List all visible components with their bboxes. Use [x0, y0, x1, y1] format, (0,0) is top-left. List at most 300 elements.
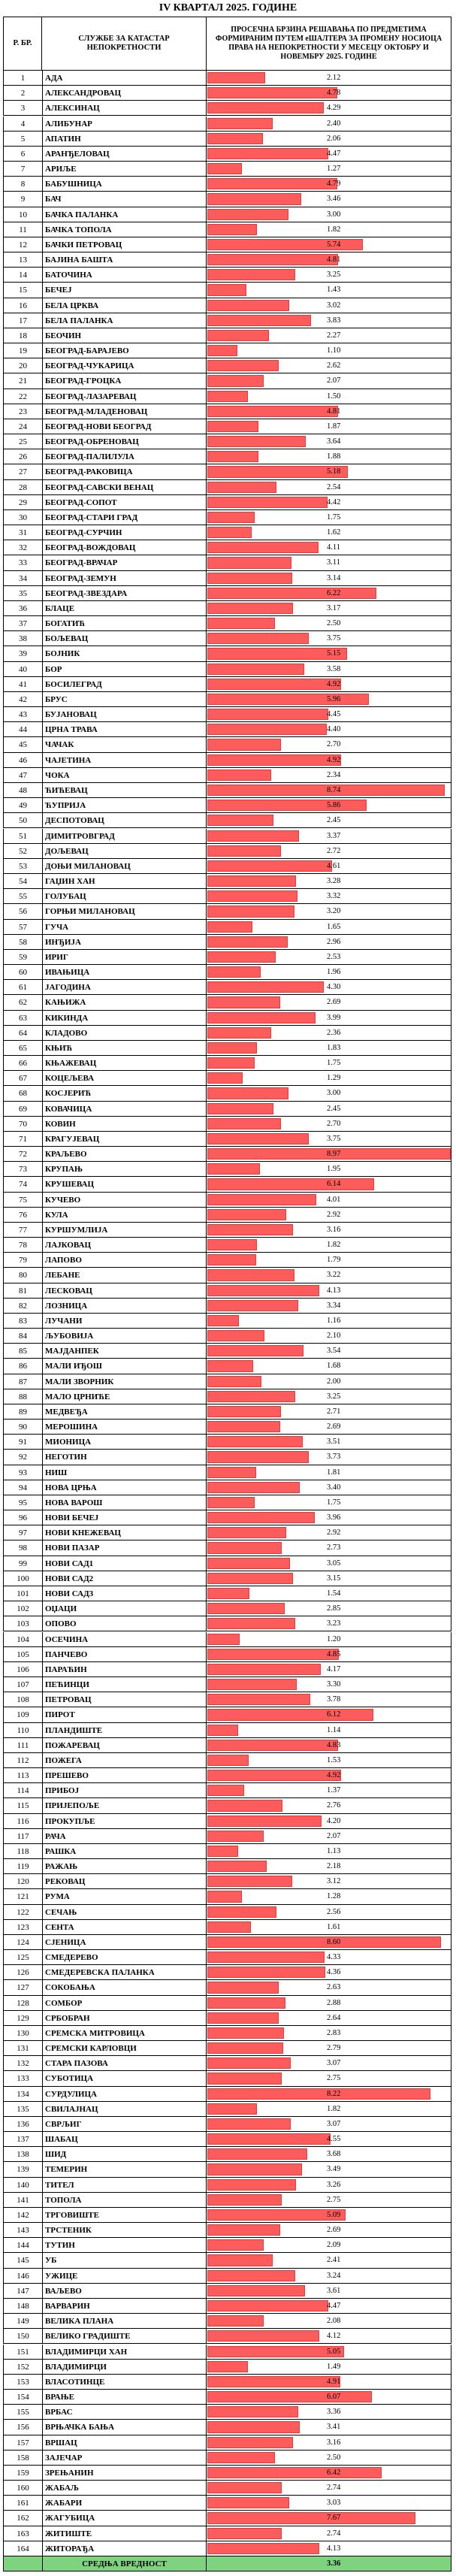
- bar-cell: [206, 2102, 451, 2117]
- service-name: СМЕДЕРЕВО: [42, 1950, 206, 1965]
- row-number: 113: [3, 1768, 42, 1783]
- bar: [207, 1816, 322, 1827]
- bar-cell: [206, 2238, 451, 2253]
- bar: [207, 2452, 275, 2463]
- service-name: ПРИЈЕПОЉЕ: [42, 1798, 206, 1813]
- bar-cell: [206, 525, 451, 540]
- bar: [207, 724, 327, 735]
- service-name: КОВИН: [42, 1117, 206, 1132]
- bar-cell: [206, 1920, 451, 1935]
- row-number: 34: [3, 571, 42, 586]
- service-name: НОВИ БЕЧЕЈ: [42, 1510, 206, 1525]
- row-number: 51: [3, 829, 42, 844]
- average-row: [0, 2556, 456, 2571]
- table-row: [0, 71, 456, 86]
- service-name: ЋУПРИЈА: [42, 798, 206, 813]
- service-name: ЧАЧАК: [42, 737, 206, 752]
- service-name: БЕОГРАД-ЗЕМУН: [42, 571, 206, 586]
- table-row: [0, 1404, 456, 1420]
- service-name: БЕОГРАД-ЛАЗАРЕВАЦ: [42, 389, 206, 404]
- bar-cell: [206, 1874, 451, 1889]
- bar-cell: [206, 237, 451, 252]
- bar: [207, 1967, 325, 1978]
- row-number: 13: [3, 252, 42, 268]
- table-row: [0, 813, 456, 828]
- table-row: [0, 1314, 456, 1329]
- bar-cell: [206, 1996, 451, 2011]
- table-row: [0, 1738, 456, 1753]
- data-label: 4.20: [327, 1816, 341, 1825]
- service-name: НЕГОТИН: [42, 1450, 206, 1465]
- data-label: 3.32: [327, 892, 341, 901]
- bar: [207, 709, 328, 720]
- table-row: [0, 829, 456, 844]
- row-number: 19: [3, 343, 42, 358]
- bar-cell: [206, 1056, 451, 1071]
- table-row: [0, 1632, 456, 1647]
- bar-cell: [206, 1132, 451, 1147]
- bar-cell: [206, 1586, 451, 1601]
- row-number: 138: [3, 2147, 42, 2162]
- data-label: 3.05: [327, 1559, 341, 1568]
- service-name: ЖАБАРИ: [42, 2496, 206, 2511]
- service-name: БАЧКА ТОПОЛА: [42, 222, 206, 237]
- data-label: 2.63: [327, 1983, 341, 1992]
- bar-cell: [206, 1935, 451, 1950]
- table-row: [0, 162, 456, 177]
- service-name: СЈЕНИЦА: [42, 1935, 206, 1950]
- service-name: БЕЛА ПАЛАНКА: [42, 313, 206, 328]
- bar: [207, 951, 276, 963]
- service-name: ЧОКА: [42, 768, 206, 783]
- service-name: КЊАЖЕВАЦ: [42, 1056, 206, 1071]
- bar: [207, 1694, 310, 1705]
- bar-cell: [206, 1404, 451, 1420]
- bar: [207, 148, 328, 159]
- bar-cell: [206, 2541, 451, 2556]
- table-row: [0, 116, 456, 132]
- row-number: 95: [3, 1495, 42, 1510]
- data-label: 3.46: [327, 195, 341, 204]
- bar-cell: [206, 192, 451, 207]
- service-name: ВАРВАРИН: [42, 2299, 206, 2314]
- service-name: УЖИЦЕ: [42, 2269, 206, 2284]
- bar-cell: [206, 2420, 451, 2435]
- service-name: БЛАЦЕ: [42, 601, 206, 616]
- table-row: [0, 2284, 456, 2299]
- service-name: МАЛО ЦРНИЋЕ: [42, 1389, 206, 1404]
- row-number: [3, 2556, 42, 2571]
- row-number: 118: [3, 1844, 42, 1859]
- data-label: 3.34: [327, 1301, 341, 1310]
- bar: [207, 2512, 415, 2523]
- data-label: 2.45: [327, 1104, 341, 1113]
- bar: [207, 72, 265, 83]
- service-name: ШАБАЦ: [42, 2132, 206, 2147]
- bar-cell: [206, 389, 451, 404]
- bar: [207, 1921, 251, 1933]
- table-row: [0, 2117, 456, 2132]
- row-number: 89: [3, 1404, 42, 1420]
- table-row: [0, 510, 456, 525]
- service-name: ВЛАДИМИРЦИ ХАН: [42, 2345, 206, 2360]
- bar: [207, 1194, 316, 1205]
- bar-cell: [206, 1208, 451, 1223]
- bar: [207, 1755, 249, 1766]
- bar: [207, 2057, 291, 2069]
- service-name: ПОЖАРЕВАЦ: [42, 1738, 206, 1753]
- bar: [207, 633, 309, 644]
- service-name: МЕДВЕЂА: [42, 1404, 206, 1420]
- table-row: [0, 495, 456, 510]
- table-row: [0, 2269, 456, 2284]
- bar-cell: [206, 662, 451, 677]
- bar: [207, 1573, 293, 1584]
- service-name: БОГАТИЋ: [42, 616, 206, 631]
- service-name: СМЕДЕРЕВСКА ПАЛАНКА: [42, 1965, 206, 1980]
- bar: [207, 679, 341, 690]
- bar-cell: [206, 86, 451, 101]
- row-number: 119: [3, 1859, 42, 1874]
- table-row: [0, 2526, 456, 2541]
- row-number: 47: [3, 768, 42, 783]
- bar: [207, 2467, 382, 2478]
- table-row: [0, 1768, 456, 1783]
- table-row: [0, 449, 456, 464]
- table-row: [0, 464, 456, 479]
- row-number: 120: [3, 1874, 42, 1889]
- data-label: 5.96: [327, 694, 341, 703]
- bar-cell: [206, 616, 451, 631]
- bar-cell: [206, 2556, 451, 2571]
- service-name: МАЈДАНПЕК: [42, 1344, 206, 1359]
- row-number: 85: [3, 1344, 42, 1359]
- bar-cell: [206, 252, 451, 268]
- bar-cell: [206, 2178, 451, 2193]
- row-number: 123: [3, 1920, 42, 1935]
- row-number: 56: [3, 904, 42, 919]
- bar: [207, 557, 291, 568]
- bar: [207, 269, 295, 280]
- bar: [207, 512, 255, 523]
- data-label: 4.81: [327, 407, 341, 416]
- bar-cell: [206, 1814, 451, 1829]
- bar: [207, 193, 301, 204]
- row-number: 161: [3, 2496, 42, 2511]
- bar-cell: [206, 2193, 451, 2208]
- row-number: 141: [3, 2193, 42, 2208]
- table-row: [0, 1329, 456, 1344]
- bar: [207, 2027, 284, 2039]
- service-name: БЕОГРАД-ВОЖДОВАЦ: [42, 540, 206, 555]
- row-number: 121: [3, 1889, 42, 1904]
- bar: [207, 391, 248, 402]
- bar-cell: [206, 965, 451, 980]
- bar: [207, 1451, 309, 1462]
- data-label: 3.64: [327, 437, 341, 446]
- table-row: [0, 2041, 456, 2056]
- service-name: ЗРЕЊАНИН: [42, 2466, 206, 2481]
- service-name: КУЛА: [42, 1208, 206, 1223]
- service-name: РАШКА: [42, 1844, 206, 1859]
- service-name: ПЛАНДИШТЕ: [42, 1723, 206, 1738]
- table-row: [0, 2390, 456, 2405]
- table-row: [0, 1950, 456, 1965]
- service-name: АЛИБУНАР: [42, 116, 206, 132]
- table-row: [0, 1571, 456, 1586]
- service-name: ЖИТОРАЂА: [42, 2541, 206, 2556]
- table-row: [0, 358, 456, 373]
- bar: [207, 1618, 295, 1629]
- bar-cell: [206, 1435, 451, 1450]
- bar: [207, 2163, 302, 2175]
- table-row: [0, 995, 456, 1010]
- bar: [207, 2361, 248, 2372]
- service-name: ОСЕЧИНА: [42, 1632, 206, 1647]
- bar-cell: [206, 2526, 451, 2541]
- data-label: 1.10: [327, 346, 341, 355]
- service-name: ЛЕСКОВАЦ: [42, 1283, 206, 1299]
- bar-cell: [206, 1359, 451, 1374]
- service-name: ВРАЊЕ: [42, 2390, 206, 2405]
- service-name: КАЊИЖА: [42, 995, 206, 1010]
- bar: [207, 1391, 295, 1402]
- bar: [207, 739, 281, 750]
- bar: [207, 163, 242, 174]
- data-label: 4.92: [327, 755, 341, 764]
- bar-cell: [206, 207, 451, 222]
- service-name: БЕОГРАД-ВРАЧАР: [42, 555, 206, 570]
- service-name: ВРБАС: [42, 2405, 206, 2420]
- bar: [207, 860, 332, 872]
- data-label: 1.13: [327, 1846, 341, 1855]
- bar: [207, 2528, 282, 2539]
- bar-cell: [206, 313, 451, 328]
- service-name: СРЕМСКА МИТРОВИЦА: [42, 2026, 206, 2041]
- service-name: НОВИ КНЕЖЕВАЦ: [42, 1525, 206, 1540]
- row-number: 1: [3, 71, 42, 86]
- row-number: 151: [3, 2345, 42, 2360]
- table-row: [0, 874, 456, 889]
- row-number: 77: [3, 1223, 42, 1238]
- service-name: ЖАГУБИЦА: [42, 2511, 206, 2526]
- bar: [207, 1846, 238, 1857]
- table-row: [0, 1677, 456, 1692]
- data-label: 2.75: [327, 2195, 341, 2204]
- row-number: 139: [3, 2162, 42, 2177]
- table-row: [0, 1889, 456, 1904]
- data-label: 6.42: [327, 2468, 341, 2477]
- bar: [207, 118, 273, 129]
- bar-cell: [206, 707, 451, 722]
- bar-cell: [206, 1344, 451, 1359]
- bar: [207, 1254, 256, 1265]
- service-name: БАЧКИ ПЕТРОВАЦ: [42, 237, 206, 252]
- row-number: 38: [3, 631, 42, 646]
- row-number: 155: [3, 2405, 42, 2420]
- service-name: МАЛИ ИЂОШ: [42, 1359, 206, 1374]
- service-name: ИВАЊИЦА: [42, 965, 206, 980]
- service-name: РУМА: [42, 1889, 206, 1904]
- bar-cell: [206, 601, 451, 616]
- table-row: [0, 1783, 456, 1798]
- bar-cell: [206, 980, 451, 995]
- table-row: [0, 1935, 456, 1950]
- data-label: 4.55: [327, 2135, 341, 2144]
- row-number: 83: [3, 1314, 42, 1329]
- bar: [207, 1269, 294, 1280]
- data-label: 2.71: [327, 1407, 341, 1416]
- row-number: 104: [3, 1632, 42, 1647]
- service-name: ПЕТРОВАЦ: [42, 1692, 206, 1707]
- bar: [207, 1436, 303, 1447]
- bar: [207, 2042, 283, 2054]
- data-label: 3.00: [327, 210, 341, 219]
- data-label: 3.24: [327, 2271, 341, 2280]
- data-label: 2.70: [327, 1119, 341, 1128]
- bar-cell: [206, 419, 451, 434]
- row-number: 126: [3, 1965, 42, 1980]
- table-row: [0, 1359, 456, 1374]
- row-number: 103: [3, 1616, 42, 1631]
- row-number: 101: [3, 1586, 42, 1601]
- row-number: 43: [3, 707, 42, 722]
- table-row: [0, 419, 456, 434]
- bar: [207, 1239, 257, 1250]
- data-label: 3.11: [327, 558, 340, 567]
- row-number: 154: [3, 2390, 42, 2405]
- table-row: [0, 1647, 456, 1662]
- row-number: 64: [3, 1026, 42, 1041]
- bar-cell: [206, 2132, 451, 2147]
- bar: [207, 1634, 240, 1645]
- row-number: 76: [3, 1208, 42, 1223]
- row-number: 78: [3, 1238, 42, 1253]
- bar-cell: [206, 1283, 451, 1299]
- bar-cell: [206, 1299, 451, 1314]
- data-label: 3.58: [327, 664, 341, 673]
- bar: [207, 1376, 261, 1387]
- data-label: 3.20: [327, 907, 341, 916]
- bar-cell: [206, 1980, 451, 1995]
- service-name: ЈАГОДИНА: [42, 980, 206, 995]
- data-label: 3.36: [327, 2559, 341, 2568]
- service-name: АРИЉЕ: [42, 162, 206, 177]
- service-name: БЕОГРАД-ГРОЦКА: [42, 373, 206, 389]
- table-row: [0, 343, 456, 358]
- row-number: 26: [3, 449, 42, 464]
- bar-cell: [206, 1723, 451, 1738]
- bar-cell: [206, 1783, 451, 1798]
- service-name: КРУПАЊ: [42, 1162, 206, 1177]
- service-name: НОВА ЦРЊА: [42, 1480, 206, 1495]
- service-name: БЕОГРАД-ОБРЕНОВАЦ: [42, 434, 206, 449]
- data-label: 2.70: [327, 740, 341, 749]
- bar-cell: [206, 1692, 451, 1707]
- bar: [207, 421, 258, 432]
- bar-cell: [206, 2087, 451, 2102]
- row-number: 159: [3, 2466, 42, 2481]
- table-row: [0, 207, 456, 222]
- bar-cell: [206, 1268, 451, 1283]
- table-row: [0, 798, 456, 813]
- table-row: [0, 707, 456, 722]
- row-number: 48: [3, 783, 42, 798]
- data-label: 3.51: [327, 1438, 341, 1447]
- table-row: [0, 2026, 456, 2041]
- bar: [207, 87, 337, 98]
- service-name: БАЧ: [42, 192, 206, 207]
- table-row: [0, 1540, 456, 1556]
- service-name: СРЕМСКИ КАРЛОВЦИ: [42, 2041, 206, 2056]
- bar-cell: [206, 162, 451, 177]
- bar: [207, 2346, 344, 2357]
- table-row: [0, 2420, 456, 2435]
- table-row: [0, 1056, 456, 1071]
- table-row: [0, 252, 456, 268]
- bar: [207, 2194, 282, 2206]
- bar: [207, 2209, 346, 2221]
- table-row: [0, 1495, 456, 1510]
- row-number: 60: [3, 965, 42, 980]
- bar-cell: [206, 995, 451, 1010]
- bar-cell: [206, 2147, 451, 2162]
- bar: [207, 1785, 244, 1796]
- row-number: 116: [3, 1814, 42, 1829]
- bar: [207, 2406, 298, 2417]
- bar: [207, 1937, 441, 1948]
- service-name: ВРЊАЧКА БАЊА: [42, 2420, 206, 2435]
- service-name: ДИМИТРОВГРАД: [42, 829, 206, 844]
- row-number: 11: [3, 222, 42, 237]
- service-name: МАЛИ ЗВОРНИК: [42, 1374, 206, 1389]
- data-label: 1.79: [327, 1256, 341, 1265]
- row-number: 133: [3, 2071, 42, 2086]
- bar-cell: [206, 2405, 451, 2420]
- data-label: 1.75: [327, 512, 341, 522]
- bar-cell: [206, 373, 451, 389]
- bar-cell: [206, 1768, 451, 1783]
- data-label: 3.54: [327, 1347, 341, 1356]
- bar: [207, 1133, 309, 1144]
- data-label: 3.16: [327, 2438, 341, 2447]
- service-name: ЧАЈЕТИНА: [42, 753, 206, 768]
- bar-cell: [206, 449, 451, 464]
- service-name: ПРИБОЈ: [42, 1783, 206, 1798]
- data-label: 1.75: [327, 1059, 341, 1068]
- service-name: БЕОГРАД-ПАЛИЛУЛА: [42, 449, 206, 464]
- table-row: [0, 2345, 456, 2360]
- table-row: [0, 2011, 456, 2026]
- bar-cell: [206, 2496, 451, 2511]
- row-number: 37: [3, 616, 42, 631]
- service-name: БАБУШНИЦА: [42, 177, 206, 192]
- row-number: 70: [3, 1117, 42, 1132]
- data-label: 5.15: [327, 649, 341, 658]
- data-label: 2.50: [327, 619, 341, 628]
- bar: [207, 2437, 293, 2448]
- service-name: БОЈНИК: [42, 646, 206, 661]
- data-label: 3.73: [327, 1453, 341, 1462]
- bar-cell: [206, 358, 451, 373]
- data-label: 5.18: [327, 467, 341, 476]
- service-name: НОВИ ПАЗАР: [42, 1540, 206, 1556]
- data-label: 4.11: [327, 543, 340, 552]
- data-label: 4.33: [327, 1953, 341, 1962]
- service-name: БАТОЧИНА: [42, 268, 206, 283]
- data-label: 4.85: [327, 1649, 341, 1658]
- data-label: 4.83: [327, 1740, 341, 1749]
